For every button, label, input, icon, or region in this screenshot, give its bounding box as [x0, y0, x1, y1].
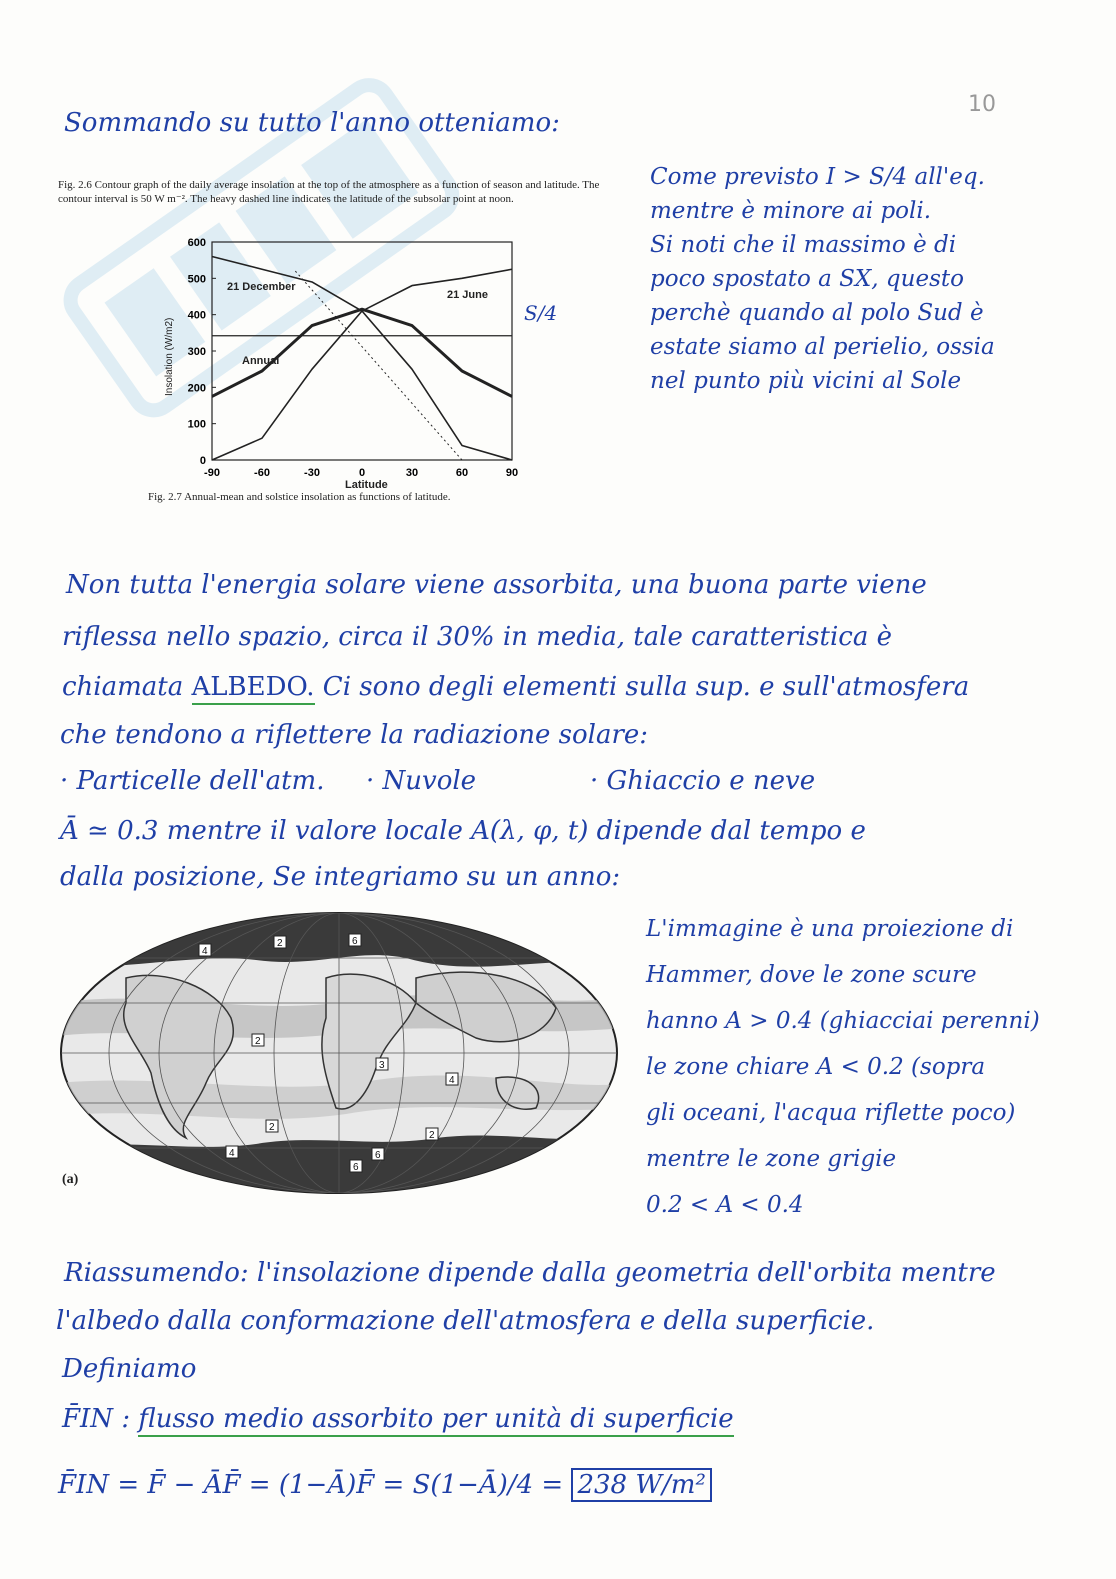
- page-number: 10: [968, 92, 996, 117]
- figure-caption-top: Fig. 2.6 Contour graph of the daily average insolation at the top of the atmosphere as a function of season and latitude. The contour interval is 50 W m⁻². The heavy dashed line indicates the latitude of the subsolar point at noon.: [58, 179, 600, 205]
- side-note-line: poco spostato a SX, questo: [650, 266, 964, 292]
- x-tick-label: -90: [204, 467, 220, 479]
- x-tick-label: 0: [358, 467, 366, 479]
- plot-frame: [212, 242, 512, 460]
- map-label: 3: [379, 1060, 385, 1071]
- albedo-line-2: riflessa nello spazio, circa il 30% in media, tale caratteristica è: [62, 622, 892, 652]
- map-label-a: (a): [62, 1172, 79, 1187]
- side-note-line: L'immagine è una proiezione di: [646, 916, 1014, 942]
- x-tick-label: 60: [455, 467, 469, 479]
- definition-line: [62, 1404, 734, 1434]
- y-tick-label: 600: [187, 237, 206, 249]
- side-note-line: Come previsto I > S/4 all'eq.: [650, 164, 985, 190]
- albedo-line-3-pre: chiamata: [62, 672, 184, 702]
- y-tick-label: 300: [187, 346, 206, 358]
- figure-caption-bottom: Fig. 2.7 Annual-mean and solstice insolation as functions of latitude.: [148, 491, 451, 503]
- formula-line: [58, 1470, 712, 1500]
- albedo-bullet-3: · Ghiaccio e neve: [590, 766, 816, 796]
- albedo-keyword: ALBEDO.: [192, 672, 315, 705]
- map-label: 2: [269, 1122, 275, 1133]
- map-label: 2: [255, 1036, 261, 1047]
- intro-line: Sommando su tutto l'anno otteniamo:: [64, 108, 560, 138]
- insolation-chart: [150, 236, 550, 496]
- y-tick-label: 100: [187, 418, 206, 431]
- albedo-bullet-1: · Particelle dell'atm.: [60, 766, 325, 796]
- map-label: 2: [429, 1130, 435, 1141]
- side-note-line: Si noti che il massimo è di: [650, 232, 957, 258]
- side-note-line: mentre è minore ai poli.: [650, 198, 932, 224]
- formula: F̄IN = F̄ − ĀF̄ = (1−Ā)F̄ = S(1−Ā)/4 =: [58, 1470, 564, 1500]
- y-tick-label: 0: [199, 455, 206, 467]
- y-tick-label: 200: [187, 382, 206, 395]
- map-label: 4: [449, 1075, 455, 1086]
- series-line-annual: [212, 309, 512, 396]
- x-tick-label: 30: [405, 467, 419, 479]
- y-tick-label: 400: [187, 309, 206, 322]
- summary-line-2: l'albedo dalla conformazione dell'atmosfera e della superficie.: [56, 1306, 875, 1336]
- side-note-line: gli oceani, l'acqua riflette poco): [646, 1100, 1016, 1126]
- map-label: 6: [375, 1150, 381, 1161]
- albedo-line-3-post: Ci sono degli elementi sulla sup. e sull'atmosfera: [322, 672, 970, 702]
- summary-line-1: Riassumendo: l'insolazione dipende dalla geometria dell'orbita mentre: [64, 1258, 996, 1288]
- albedo-line-4: che tendono a riflettere la radiazione solare:: [60, 720, 649, 750]
- series-label-december: 21 December: [227, 281, 296, 293]
- side-note-line: perchè quando al polo Sud è: [650, 300, 984, 326]
- formula-result: 238 W/m²: [571, 1468, 711, 1502]
- map-label: 6: [353, 1162, 359, 1173]
- albedo-line-6: Ā ≃ 0.3 mentre il valore locale A(λ, φ, t) dipende dal tempo e: [60, 816, 866, 846]
- albedo-line-1: Non tutta l'energia solare viene assorbita, una buona parte viene: [66, 570, 927, 600]
- x-tick-label: -60: [254, 467, 270, 479]
- side-note-line: 0.2 < A < 0.4: [646, 1192, 804, 1218]
- definition-symbol: F̄IN :: [62, 1404, 131, 1434]
- subsolar-dashed-line: [295, 271, 462, 460]
- y-axis-label: Insolation (W/m2): [164, 317, 175, 396]
- map-label: 6: [352, 936, 358, 947]
- albedo-bullet-2: · Nuvole: [366, 766, 477, 796]
- x-tick-label: -30: [304, 467, 320, 479]
- series-label-june: 21 June: [447, 289, 488, 301]
- side-note-line: mentre le zone grigie: [646, 1146, 897, 1172]
- side-note-line: hanno A > 0.4 (ghiacciai perenni): [646, 1008, 1040, 1034]
- definition-text: flusso medio assorbito per unità di superficie: [138, 1404, 733, 1437]
- side-note-line: le zone chiare A < 0.2 (sopra: [646, 1054, 986, 1080]
- side-note-line: estate siamo al perielio, ossia: [650, 334, 995, 360]
- map-label: 4: [202, 946, 208, 957]
- side-note-line: Hammer, dove le zone scure: [646, 962, 977, 988]
- y-tick-label: 500: [187, 273, 206, 286]
- albedo-line-7: dalla posizione, Se integriamo su un anno:: [60, 862, 621, 892]
- x-tick-label: 90: [505, 467, 519, 479]
- side-note-line: nel punto più vicini al Sole: [650, 368, 962, 394]
- summary-line-3: Definiamo: [62, 1354, 197, 1384]
- map-label: 2: [277, 938, 283, 949]
- s4-annotation: S/4: [524, 301, 558, 325]
- albedo-map: [56, 908, 622, 1198]
- series-label-annual: Annual: [242, 355, 280, 367]
- albedo-line-3: [62, 672, 969, 702]
- x-axis-label: Latitude: [345, 479, 388, 491]
- map-label: 4: [229, 1148, 235, 1159]
